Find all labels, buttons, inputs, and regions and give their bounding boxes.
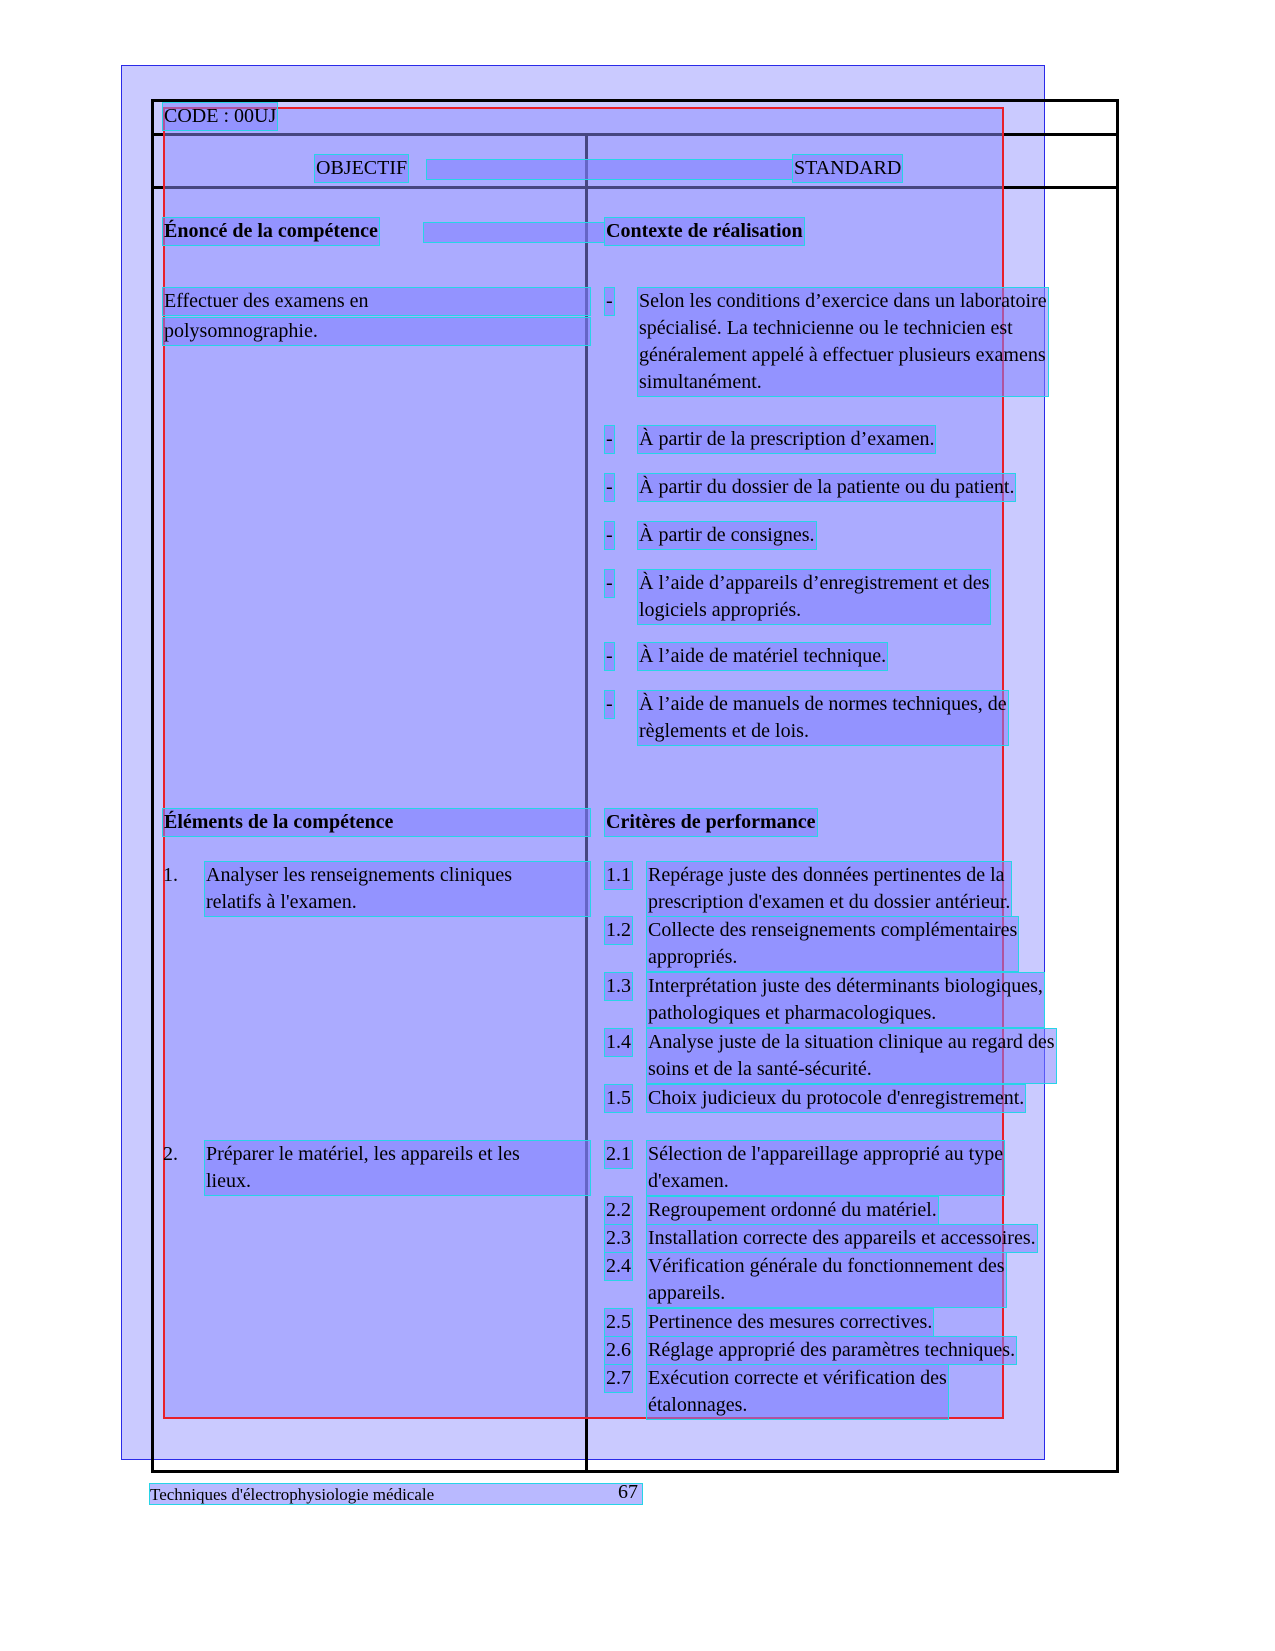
contexte-bullet: - [605, 426, 614, 453]
footer-page-number: 67 [618, 1481, 638, 1503]
elements-item-number: 2. [163, 1143, 178, 1165]
critere-number: 2.7 [605, 1365, 632, 1392]
critere-item-line: Vérification générale du fonctionnement des [648, 1255, 1005, 1277]
contexte-item-line: À partir de la prescription d’examen. [639, 428, 935, 450]
contexte-item [638, 426, 935, 453]
contexte-item-line: À partir de consignes. [639, 524, 815, 546]
contexte-bullet: - [605, 570, 614, 597]
critere-item-line: Sélection de l'appareillage approprié au type [648, 1143, 1004, 1165]
critere-item-line: Réglage approprié des paramètres techniques. [648, 1339, 1016, 1361]
critere-item [647, 862, 1011, 916]
contexte-item-line: À l’aide de manuels de normes techniques, de [639, 693, 1007, 715]
critere-item [647, 1029, 1056, 1083]
contexte-item-line: règlements et de lois. [639, 720, 809, 742]
critere-item [647, 973, 1044, 1027]
contexte-bullet: - [605, 288, 614, 315]
header-row-highlight [427, 160, 792, 179]
critere-item-line: prescription d'examen et du dossier antérieur. [648, 891, 1011, 913]
elements-item [205, 862, 590, 916]
contexte-item-line: spécialisé. La technicienne ou le technicien est [639, 317, 1013, 339]
contexte-bullet: - [605, 691, 614, 718]
contexte-item-line: simultanément. [639, 371, 762, 393]
critere-item [647, 1365, 948, 1419]
contexte-item [638, 522, 816, 549]
critere-item-line: Choix judicieux du protocole d'enregistrement. [648, 1087, 1025, 1109]
elements-heading: Éléments de la compétence [163, 809, 590, 836]
critere-item [647, 1253, 1006, 1307]
contexte-heading: Contexte de réalisation [605, 218, 804, 245]
enonce-text-line-2: polysomnographie. [163, 318, 590, 345]
critere-item [647, 1309, 933, 1336]
elements-item-line: relatifs à l'examen. [206, 891, 357, 913]
critere-item-line: Regroupement ordonné du matériel. [648, 1199, 937, 1221]
critere-item-line: Repérage juste des données pertinentes de la [648, 864, 1005, 886]
critere-item-line: Pertinence des mesures correctives. [648, 1311, 933, 1333]
critere-item [647, 917, 1018, 971]
contexte-item-line: À l’aide d’appareils d’enregistrement et des [639, 572, 990, 594]
critere-number: 1.2 [605, 917, 632, 944]
contexte-item [638, 691, 1008, 745]
critere-number: 2.6 [605, 1337, 632, 1364]
critere-item [647, 1197, 938, 1224]
critere-number: 1.1 [605, 862, 632, 889]
critere-item-line: Analyse juste de la situation clinique au regard des [648, 1031, 1055, 1053]
critere-number: 2.3 [605, 1225, 632, 1252]
contexte-item [638, 288, 1048, 396]
code-label: CODE : 00UJ [163, 103, 277, 130]
critere-item [647, 1141, 1004, 1195]
contexte-item [638, 643, 887, 670]
elements-item-line: lieux. [206, 1170, 251, 1192]
contexte-bullet: - [605, 643, 614, 670]
critere-item-line: pathologiques et pharmacologiques. [648, 1002, 937, 1024]
footer-program-name: Techniques d'électrophysiologie médicale [150, 1485, 435, 1504]
critere-item-line: Collecte des renseignements complémentaires [648, 919, 1018, 941]
criteres-heading: Critères de performance [605, 809, 817, 836]
critere-item-line: d'examen. [648, 1170, 729, 1192]
enonce-heading: Énoncé de la compétence [163, 218, 379, 245]
page-footer [150, 1481, 642, 1504]
critere-item [647, 1225, 1037, 1252]
header-objectif: OBJECTIF [315, 155, 408, 182]
critere-item-line: appropriés. [648, 946, 738, 968]
critere-item-line: étalonnages. [648, 1394, 748, 1416]
critere-number: 1.4 [605, 1029, 632, 1056]
elements-item [205, 1141, 590, 1195]
critere-number: 2.5 [605, 1309, 632, 1336]
critere-number: 2.4 [605, 1253, 632, 1280]
critere-item-line: soins et de la santé-sécurité. [648, 1058, 872, 1080]
critere-number: 1.3 [605, 973, 632, 1000]
enonce-heading-row-highlight [424, 223, 604, 242]
critere-number: 1.5 [605, 1085, 632, 1112]
critere-item-line: appareils. [648, 1282, 726, 1304]
contexte-item-line: généralement appelé à effectuer plusieurs examens [639, 344, 1046, 366]
critere-number: 2.2 [605, 1197, 632, 1224]
contexte-item-line: Selon les conditions d’exercice dans un laboratoire [639, 290, 1047, 312]
header-standard: STANDARD [793, 155, 902, 182]
critere-item-line: Installation correcte des appareils et accessoires. [648, 1227, 1036, 1249]
critere-item-line: Interprétation juste des déterminants biologiques, [648, 975, 1043, 997]
critere-number: 2.1 [605, 1141, 632, 1168]
critere-item-line: Exécution correcte et vérification des [648, 1367, 947, 1389]
contexte-item-line: À partir du dossier de la patiente ou du patient. [639, 476, 1015, 498]
elements-item-line: Analyser les renseignements cliniques [206, 864, 513, 886]
contexte-bullet: - [605, 522, 614, 549]
elements-item-number: 1. [163, 864, 178, 886]
contexte-item-line: À l’aide de matériel technique. [639, 645, 887, 667]
contexte-item-line: logiciels appropriés. [639, 599, 802, 621]
enonce-text-line-1: Effectuer des examens en [163, 288, 590, 315]
contexte-item [638, 474, 1015, 501]
critere-item [647, 1337, 1016, 1364]
critere-item [647, 1085, 1025, 1112]
elements-item-line: Préparer le matériel, les appareils et les [206, 1143, 520, 1165]
contexte-bullet: - [605, 474, 614, 501]
contexte-item [638, 570, 990, 624]
